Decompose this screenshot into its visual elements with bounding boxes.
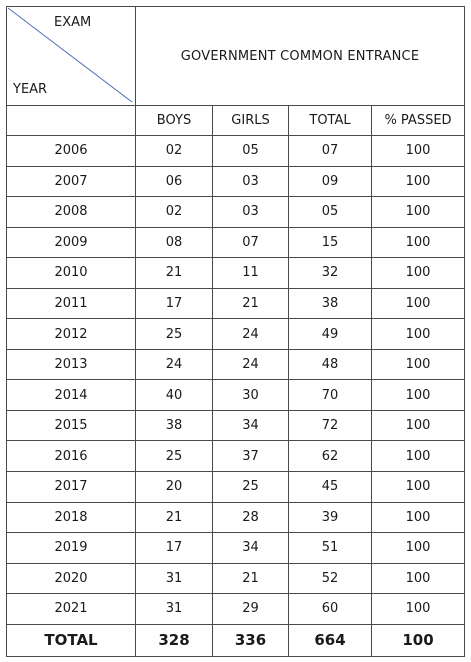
girls-cell: 05 — [213, 136, 289, 167]
year-cell: 2015 — [7, 410, 136, 441]
total-cell: 72 — [289, 410, 372, 441]
girls-cell: 34 — [213, 410, 289, 441]
girls-cell: 28 — [213, 502, 289, 533]
total-label: TOTAL — [7, 624, 136, 656]
total-cell: 51 — [289, 533, 372, 564]
year-cell: 2008 — [7, 197, 136, 228]
table-row — [7, 136, 465, 167]
boys-cell: 40 — [136, 380, 213, 411]
column-header-girls: GIRLS — [213, 106, 289, 136]
year-cell: 2014 — [7, 380, 136, 411]
year-cell: 2007 — [7, 166, 136, 197]
total-cell: 05 — [289, 197, 372, 228]
table-row — [7, 533, 465, 564]
table-row — [7, 227, 465, 258]
boys-cell: 17 — [136, 288, 213, 319]
year-cell: 2021 — [7, 594, 136, 625]
total-boys: 328 — [136, 624, 213, 656]
boys-cell: 08 — [136, 227, 213, 258]
boys-cell: 24 — [136, 349, 213, 380]
boys-cell: 31 — [136, 594, 213, 625]
table-row — [7, 349, 465, 380]
table-row — [7, 380, 465, 411]
total-cell: 70 — [289, 380, 372, 411]
total-cell: 52 — [289, 563, 372, 594]
year-cell: 2006 — [7, 136, 136, 167]
passed-cell: 100 — [372, 563, 465, 594]
table-row — [7, 258, 465, 289]
table-row — [7, 288, 465, 319]
boys-cell: 25 — [136, 441, 213, 472]
total-cell: 45 — [289, 472, 372, 503]
total-cell: 62 — [289, 441, 372, 472]
total-cell: 07 — [289, 136, 372, 167]
passed-cell: 100 — [372, 594, 465, 625]
boys-cell: 06 — [136, 166, 213, 197]
year-cell: 2009 — [7, 227, 136, 258]
passed-cell: 100 — [372, 319, 465, 350]
column-header-total: TOTAL — [289, 106, 372, 136]
passed-cell: 100 — [372, 441, 465, 472]
total-passed: 100 — [372, 624, 465, 656]
results-table — [6, 6, 465, 657]
girls-cell: 03 — [213, 166, 289, 197]
corner-cell — [7, 7, 136, 106]
table-title: GOVERNMENT COMMON ENTRANCE — [136, 7, 465, 106]
passed-cell: 100 — [372, 288, 465, 319]
boys-cell: 02 — [136, 197, 213, 228]
exam-label: EXAM — [54, 15, 92, 30]
year-label: YEAR — [13, 82, 48, 97]
boys-cell: 25 — [136, 319, 213, 350]
total-cell: 38 — [289, 288, 372, 319]
girls-cell: 21 — [213, 563, 289, 594]
girls-cell: 03 — [213, 197, 289, 228]
table-row — [7, 594, 465, 625]
total-cell: 32 — [289, 258, 372, 289]
table-row — [7, 502, 465, 533]
boys-cell: 21 — [136, 502, 213, 533]
table-row — [7, 166, 465, 197]
column-header-empty — [7, 106, 136, 136]
table-row — [7, 563, 465, 594]
table-header-row — [7, 7, 465, 106]
total-cell: 09 — [289, 166, 372, 197]
girls-cell: 37 — [213, 441, 289, 472]
passed-cell: 100 — [372, 380, 465, 411]
year-cell: 2019 — [7, 533, 136, 564]
girls-cell: 11 — [213, 258, 289, 289]
year-cell: 2012 — [7, 319, 136, 350]
column-header-passed: % PASSED — [372, 106, 465, 136]
girls-cell: 24 — [213, 349, 289, 380]
year-cell: 2018 — [7, 502, 136, 533]
column-header-boys: BOYS — [136, 106, 213, 136]
table-row — [7, 319, 465, 350]
year-cell: 2017 — [7, 472, 136, 503]
boys-cell: 38 — [136, 410, 213, 441]
passed-cell: 100 — [372, 166, 465, 197]
table-row — [7, 441, 465, 472]
girls-cell: 25 — [213, 472, 289, 503]
total-cell: 49 — [289, 319, 372, 350]
total-cell: 39 — [289, 502, 372, 533]
year-cell: 2011 — [7, 288, 136, 319]
girls-cell: 30 — [213, 380, 289, 411]
table-row — [7, 410, 465, 441]
table-row — [7, 472, 465, 503]
girls-cell: 21 — [213, 288, 289, 319]
passed-cell: 100 — [372, 227, 465, 258]
year-cell: 2013 — [7, 349, 136, 380]
passed-cell: 100 — [372, 410, 465, 441]
boys-cell: 31 — [136, 563, 213, 594]
boys-cell: 21 — [136, 258, 213, 289]
column-header-row — [7, 106, 465, 136]
year-cell: 2010 — [7, 258, 136, 289]
table-row — [7, 197, 465, 228]
totals-row — [7, 624, 465, 656]
total-total: 664 — [289, 624, 372, 656]
year-cell: 2016 — [7, 441, 136, 472]
passed-cell: 100 — [372, 533, 465, 564]
passed-cell: 100 — [372, 472, 465, 503]
boys-cell: 20 — [136, 472, 213, 503]
passed-cell: 100 — [372, 258, 465, 289]
total-cell: 60 — [289, 594, 372, 625]
girls-cell: 29 — [213, 594, 289, 625]
boys-cell: 17 — [136, 533, 213, 564]
passed-cell: 100 — [372, 502, 465, 533]
passed-cell: 100 — [372, 136, 465, 167]
year-cell: 2020 — [7, 563, 136, 594]
results-table-container — [6, 6, 465, 657]
passed-cell: 100 — [372, 197, 465, 228]
total-girls: 336 — [213, 624, 289, 656]
total-cell: 48 — [289, 349, 372, 380]
girls-cell: 34 — [213, 533, 289, 564]
passed-cell: 100 — [372, 349, 465, 380]
total-cell: 15 — [289, 227, 372, 258]
girls-cell: 07 — [213, 227, 289, 258]
girls-cell: 24 — [213, 319, 289, 350]
boys-cell: 02 — [136, 136, 213, 167]
